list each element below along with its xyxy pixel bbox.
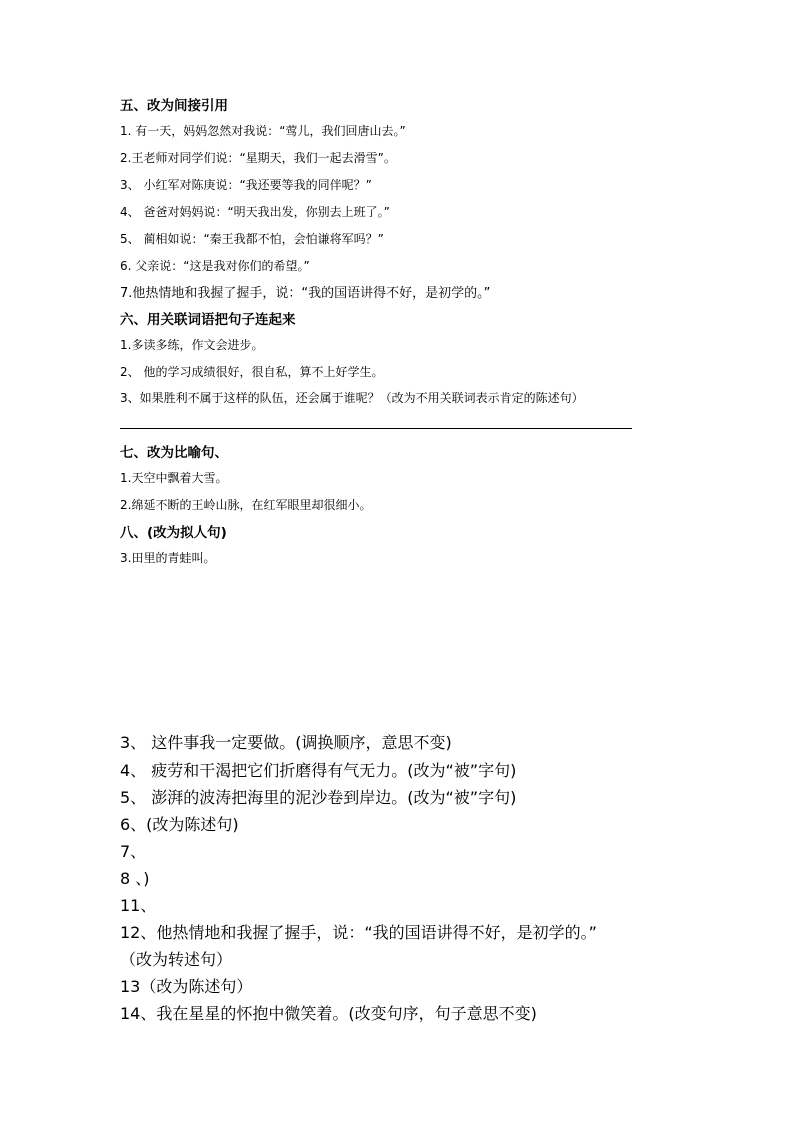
section5-item-5: 5、 蔺相如说：“秦王我都不怕，会怕谦将军吗？” xyxy=(120,232,384,246)
bottom-item-8: 8 、) xyxy=(120,869,150,888)
section7-item-1: 1.天空中飘着大雪。 xyxy=(120,471,228,485)
section6-item-1: 1.多读多练，作文会进步。 xyxy=(120,338,264,352)
bottom-item-7: 7、 xyxy=(120,842,147,861)
bottom-item-12: 12、他热情地和我握了握手，说：“我的国语讲得不好，是初学的。” xyxy=(120,923,597,942)
section5-heading: 五、改为间接引用 xyxy=(120,98,228,114)
section8-heading: 八、(改为拟人句) xyxy=(120,525,227,541)
bottom-item-3: 3、 这件事我一定要做。(调换顺序，意思不变) xyxy=(120,733,452,752)
section5-item-6: 6. 父亲说：“这是我对你们的希望。” xyxy=(120,259,310,273)
bottom-item-4: 4、 疲劳和干渴把它们折磨得有气无力。(改为“被”字句) xyxy=(120,761,517,780)
section6-heading: 六、用关联词语把句子连起来 xyxy=(120,312,296,328)
section5-item-2: 2.王老师对同学们说：“星期天，我们一起去滑雪”。 xyxy=(120,151,396,165)
bottom-item-6: 6、(改为陈述句) xyxy=(120,815,239,834)
answer-line xyxy=(120,428,632,429)
bottom-item-11: 11、 xyxy=(120,896,157,915)
section5-item-3: 3、 小红军对陈庚说：“我还要等我的同伴呢？” xyxy=(120,178,372,192)
section5-item-7: 7.他热情地和我握了握手，说：“我的国语讲得不好，是初学的。” xyxy=(120,286,491,301)
section8-item-1: 3.田里的青蛙叫。 xyxy=(120,551,216,565)
section7-item-2: 2.绵延不断的王岭山脉，在红军眼里却很细小。 xyxy=(120,498,372,512)
bottom-item-13: 13（改为陈述句） xyxy=(120,977,253,996)
section6-item-3: 3、如果胜利不属于这样的队伍，还会属于谁呢？（改为不用关联词表示肯定的陈述句） xyxy=(120,391,584,405)
bottom-item-5: 5、 澎湃的波涛把海里的泥沙卷到岸边。(改为“被”字句) xyxy=(120,788,517,807)
section5-item-1: 1. 有一天，妈妈忽然对我说：“莺儿，我们回唐山去。” xyxy=(120,124,406,138)
bottom-item-12-note: （改为转述句） xyxy=(120,950,233,969)
section5-item-4: 4、 爸爸对妈妈说：“明天我出发，你别去上班了。” xyxy=(120,205,390,219)
bottom-item-14: 14、我在星星的怀抱中微笑着。(改变句序，句子意思不变) xyxy=(120,1004,537,1023)
section6-item-2: 2、 他的学习成绩很好，很自私，算不上好学生。 xyxy=(120,365,384,379)
section7-heading: 七、改为比喻句、 xyxy=(120,445,228,461)
